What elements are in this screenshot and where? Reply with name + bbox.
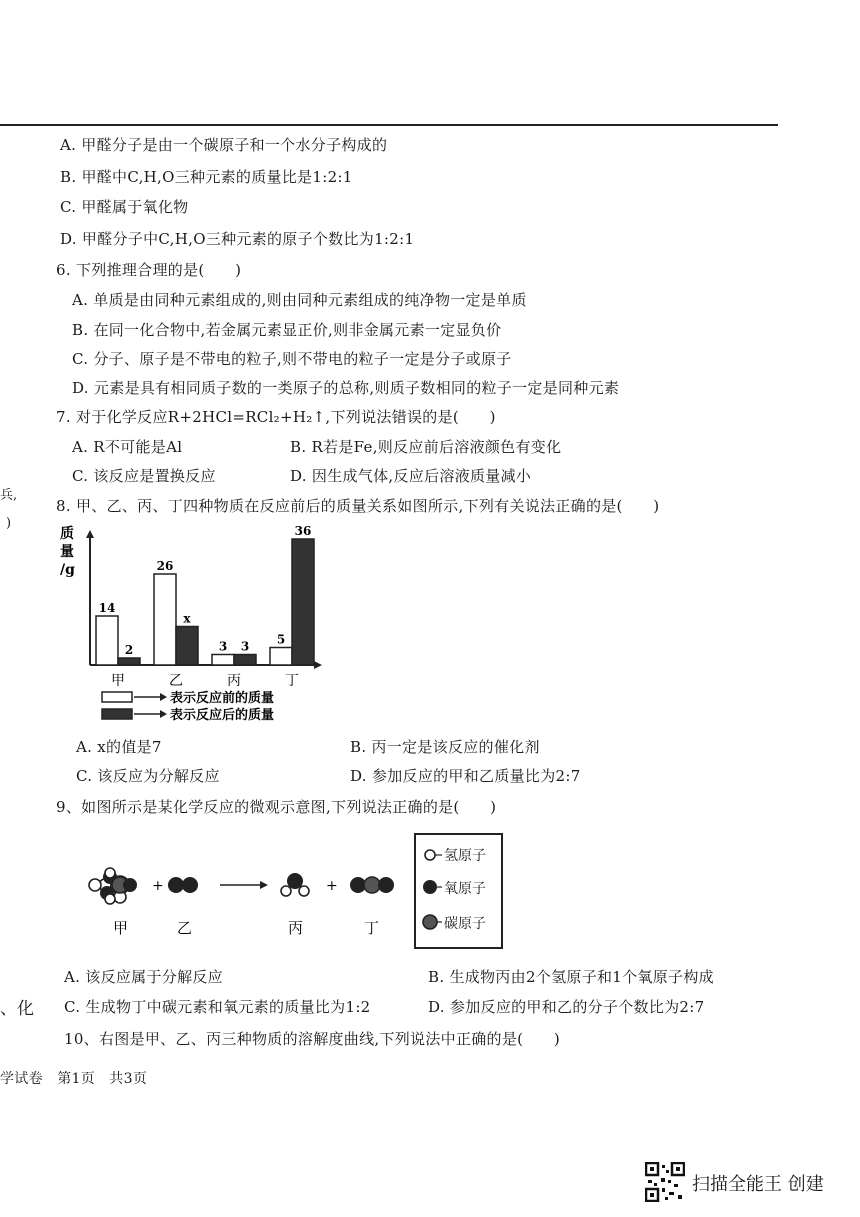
bar-before bbox=[270, 648, 292, 666]
margin-fragment: 兵, bbox=[0, 488, 18, 503]
bar-value-label: x bbox=[183, 611, 191, 626]
bar-after bbox=[292, 539, 314, 665]
oxygen-atom bbox=[168, 877, 184, 893]
legend-arrow-head bbox=[160, 693, 167, 701]
molecule-ding bbox=[350, 877, 394, 893]
label-jia: 甲 bbox=[113, 919, 129, 937]
q6-option-a: A. 单质是由同种元素组成的,则由同种元素组成的纯净物一定是单质 bbox=[72, 291, 527, 309]
bar-after bbox=[176, 627, 198, 666]
q5-option-b: B. 甲醛中C,H,O三种元素的质量比是1:2:1 bbox=[60, 168, 353, 186]
bar-value-label: 3 bbox=[240, 639, 250, 654]
category-label: 丙 bbox=[227, 673, 241, 689]
q6-option-c: C. 分子、原子是不带电的粒子,则不带电的粒子一定是分子或原子 bbox=[72, 350, 512, 368]
q7-option-a: A. R不可能是Al bbox=[72, 438, 183, 456]
oxygen-atom bbox=[182, 877, 198, 893]
q9-option-a: A. 该反应属于分解反应 bbox=[64, 968, 223, 986]
hydrogen-atom bbox=[105, 894, 115, 904]
q5-option-a: A. 甲醛分子是由一个碳原子和一个水分子构成的 bbox=[60, 136, 388, 154]
bar-value-label: 5 bbox=[276, 632, 286, 647]
bar-before bbox=[96, 616, 118, 665]
legend-hydrogen: 氢原子 bbox=[444, 848, 486, 864]
label-bing: 丙 bbox=[288, 919, 304, 937]
legend-swatch bbox=[102, 709, 132, 719]
q7-option-b: B. R若是Fe,则反应前后溶液颜色有变化 bbox=[290, 438, 562, 456]
q9-option-b: B. 生成物丙由2个氢原子和1个氧原子构成 bbox=[428, 968, 714, 986]
oxygen-legend-icon bbox=[423, 880, 437, 894]
y-axis-label: /g bbox=[60, 562, 75, 578]
q6-stem: 6. 下列推理合理的是( ) bbox=[56, 261, 242, 279]
mass-bar-chart bbox=[52, 520, 352, 730]
x-axis-arrow bbox=[314, 661, 322, 669]
q7-stem: 7. 对于化学反应R+2HCl=RCl₂+H₂↑,下列说法错误的是( ) bbox=[56, 408, 496, 426]
chart-legend bbox=[102, 690, 274, 723]
q8-option-d: D. 参加反应的甲和乙质量比为2:7 bbox=[350, 767, 581, 785]
category-label: 甲 bbox=[111, 673, 125, 689]
bar-before bbox=[212, 655, 234, 666]
q5-option-d: D. 甲醛分子中C,H,O三种元素的原子个数比为1:2:1 bbox=[60, 230, 415, 248]
qr-code-icon bbox=[645, 1162, 685, 1202]
legend-label: 表示反应后的质量 bbox=[170, 708, 275, 723]
arrow-head bbox=[260, 881, 268, 889]
plus-sign: + bbox=[152, 878, 164, 894]
q9-stem: 9、如图所示是某化学反应的微观示意图,下列说法正确的是( ) bbox=[56, 798, 497, 816]
margin-fragment: 、化 bbox=[0, 999, 34, 1019]
label-ding: 丁 bbox=[364, 919, 380, 937]
q8-stem: 8. 甲、乙、丙、丁四种物质在反应前后的质量关系如图所示,下列有关说法正确的是( ) bbox=[56, 497, 660, 515]
q7-option-c: C. 该反应是置换反应 bbox=[72, 467, 216, 485]
q8-option-b: B. 丙一定是该反应的催化剂 bbox=[350, 738, 540, 756]
q7-option-d: D. 因生成气体,反应后溶液质量减小 bbox=[290, 467, 532, 485]
label-yi: 乙 bbox=[177, 919, 193, 937]
top-divider bbox=[0, 124, 778, 126]
q6-option-b: B. 在同一化合物中,若金属元素显正价,则非金属元素一定显负价 bbox=[72, 321, 502, 339]
molecule-jia bbox=[89, 868, 137, 904]
q9-option-d: D. 参加反应的甲和乙的分子个数比为2:7 bbox=[428, 998, 705, 1016]
q9-option-c: C. 生成物丁中碳元素和氧元素的质量比为1:2 bbox=[64, 998, 371, 1016]
atom-legend bbox=[414, 833, 503, 949]
hydrogen-legend-icon bbox=[425, 850, 435, 860]
q8-option-a: A. x的值是7 bbox=[76, 738, 162, 756]
molecule-yi bbox=[168, 877, 198, 893]
bar-value-label: 3 bbox=[218, 639, 228, 654]
bar-after bbox=[118, 658, 140, 665]
plus-sign: + bbox=[326, 878, 338, 894]
legend-icons bbox=[422, 845, 444, 935]
q10-stem: 10、右图是甲、乙、丙三种物质的溶解度曲线,下列说法中正确的是( ) bbox=[64, 1030, 561, 1048]
bar-value-label: 36 bbox=[294, 524, 312, 538]
hydrogen-atom bbox=[105, 868, 115, 878]
page-footer: 学试卷 第1页 共3页 bbox=[0, 1071, 148, 1087]
bar-value-label: 26 bbox=[156, 559, 174, 573]
bar-before bbox=[154, 574, 176, 665]
legend-carbon: 碳原子 bbox=[444, 916, 486, 932]
carbon-legend-icon bbox=[423, 915, 437, 929]
y-axis-label: 质 bbox=[60, 526, 74, 542]
q8-option-c: C. 该反应为分解反应 bbox=[76, 767, 220, 785]
hydrogen-atom bbox=[299, 886, 309, 896]
bar-value-label: 14 bbox=[98, 601, 116, 615]
hydrogen-atom bbox=[281, 886, 291, 896]
carbon-atom bbox=[364, 877, 380, 893]
scanner-brand: 扫描全能王 创建 bbox=[692, 1174, 824, 1195]
margin-fragment: ) bbox=[6, 516, 12, 531]
category-label: 乙 bbox=[169, 673, 183, 689]
y-axis-label: 量 bbox=[60, 544, 74, 560]
legend-swatch bbox=[102, 692, 132, 702]
q6-option-d: D. 元素是具有相同质子数的一类原子的总称,则质子数相同的粒子一定是同种元素 bbox=[72, 379, 620, 397]
y-axis-arrow bbox=[86, 530, 94, 538]
molecule-bing bbox=[281, 873, 309, 896]
hydrogen-atom bbox=[89, 879, 101, 891]
bar-value-label: 2 bbox=[124, 643, 134, 657]
legend-arrow-head bbox=[160, 710, 167, 718]
bar-after bbox=[234, 655, 256, 666]
category-label: 丁 bbox=[285, 673, 299, 689]
oxygen-atom bbox=[378, 877, 394, 893]
oxygen-atom bbox=[123, 878, 137, 892]
legend-label: 表示反应前的质量 bbox=[170, 691, 275, 706]
q5-option-c: C. 甲醛属于氧化物 bbox=[60, 198, 189, 216]
legend-oxygen: 氧原子 bbox=[444, 881, 486, 897]
